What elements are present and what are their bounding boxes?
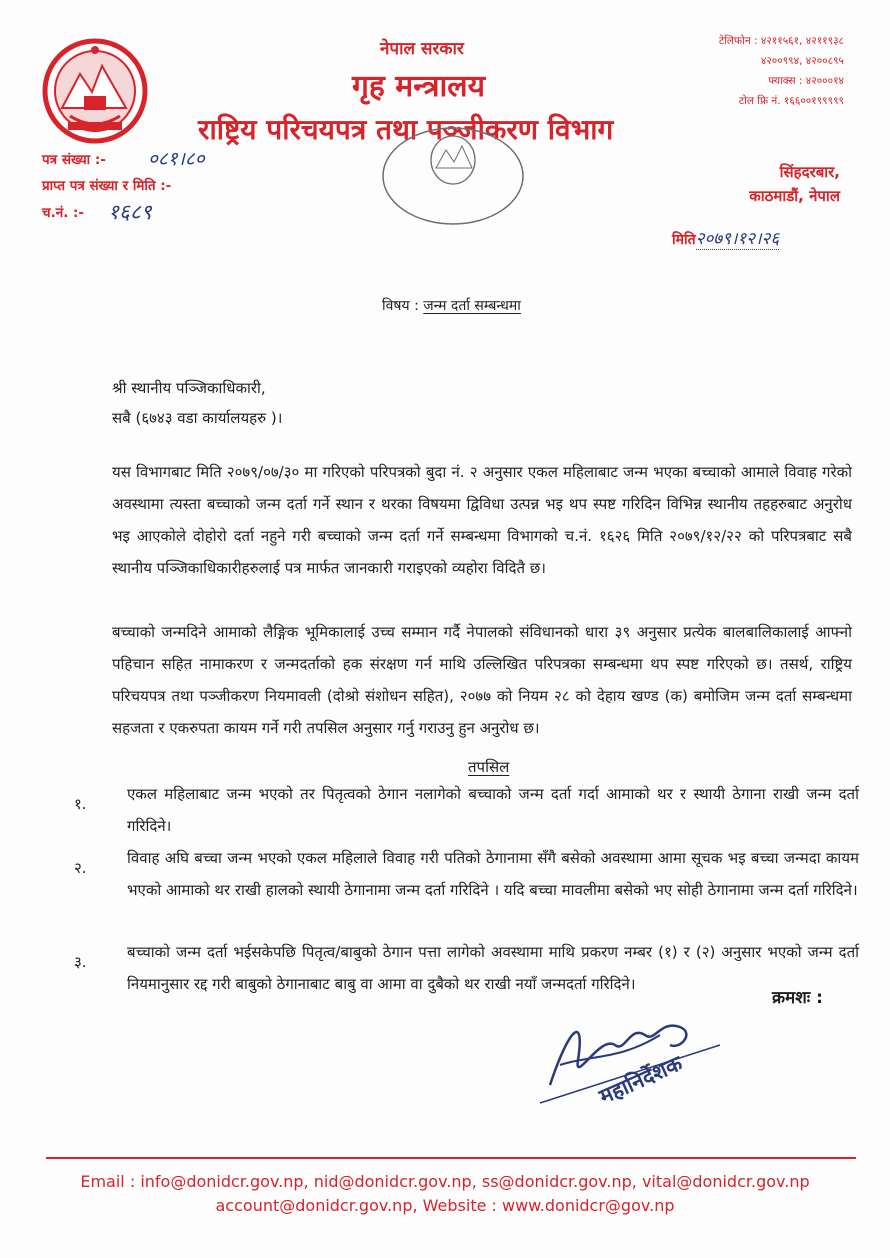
office-stamp-icon — [378, 124, 528, 228]
body-paragraph-2: बच्चाको जन्मदिने आमाको लैङ्गिक भूमिकालाई उच्च सम्मान गर्दै नेपालको संविधानको धारा ३९ अनुसार प्रत्येक बालबालिकालाई आफ्नो पहिचान सहित नामाकरण र जन्मदर्ताको हक संरक्षण गर्न माथि उल्लिखित परिपत्रका सम्बन्धमा थप स्पष्ट गरिएको छ। तसर्थ, राष्ट्रिय परिचयपत्र तथा पञ्जीकरण नियमावली (दोश्रो संशोधन सहित), २०७७ को नियम २८ को देहाय खण्ड (क) बमोजिम जन्म दर्ता सम्बन्धमा सहजता र एकरुपता कायम गर्ने गरी तपसिल अनुसार गर्नु गराउनु हुन अनुरोध छ। — [112, 623, 852, 737]
date-label: मिति — [672, 232, 696, 248]
item-number-2: २. — [74, 859, 87, 877]
dispatch-number-value: १६८९ — [108, 200, 152, 224]
continued-mark: क्रमशः : — [772, 988, 823, 1008]
footer-divider — [46, 1157, 856, 1159]
addressee-line-2: सबै (६७४३ वडा कार्यालयहरु )। — [112, 409, 283, 427]
address-line-1: सिंहदरबार, — [779, 163, 840, 181]
date-field — [672, 226, 779, 249]
item-text-3: बच्चाको जन्म दर्ता भईसकेपछि पितृत्व/बाबुको ठेगान पत्ता लागेको अवस्थामा माथि प्रकरण नम्बर (१) र (२) अनुसार भएको जन्म दर्ता नियमानुसार रद्द गरी बाबुको ठेगानाबाट बाबु वा आमा वा दुबैको थर राखी नयाँ जन्मदर्ता गरिदिने। — [127, 943, 859, 993]
signatory-title: महानिर्देशक — [595, 1051, 686, 1109]
footer-website-line: account@donidcr.gov.np, Website : www.donidcr@gov.np — [215, 1196, 675, 1215]
item-number-1: १. — [74, 795, 87, 813]
ministry-name: गृह मन्त्रालय — [352, 69, 486, 104]
department-name: राष्ट्रिय परिचयपत्र तथा पञ्जीकरण विभाग — [198, 113, 614, 146]
subject-line — [382, 296, 521, 315]
government-name: नेपाल सरकार — [380, 39, 464, 59]
telephone-line: टेलिफोन : ४२११५६१, ४२११९३८ — [718, 35, 844, 47]
telephone-line-2: ४२००९९४, ४२००८९५ — [760, 55, 844, 67]
date-value: २०७९।१२।२६ — [695, 229, 780, 249]
received-letter-label: प्राप्त पत्र संख्या र मिति :- — [42, 178, 172, 194]
subject-text: जन्म दर्ता सम्बन्धमा — [423, 298, 521, 314]
nepal-emblem-icon — [40, 36, 150, 146]
item-text-2: विवाह अघि बच्चा जन्म भएको एकल महिलाले विवाह गरी पतिको ठेगानामा सँगै बसेको अवस्थामा आमा सूचक भइ बच्चा जन्मदा कायम भएको आमाको थर राखी हालको स्थायी ठेगानामा जन्म दर्ता गरिदिने । यदि बच्चा मावलीमा बसेको भए सोही ठेगानामा जन्म दर्ता गरिदिने। — [127, 849, 859, 899]
footer-email-line: Email : info@donidcr.gov.np, nid@donidcr.gov.np, ss@donidcr.gov.np, vital@donidcr.gov.np — [80, 1172, 810, 1191]
item-text-1: एकल महिलाबाट जन्म भएको तर पितृत्वको ठेगान नलागेको बच्चाको जन्म दर्ता गर्दा आमाको थर र स्थायी ठेगाना राखी जन्म दर्ता गरिदिने। — [127, 785, 859, 835]
addressee-line-1: श्री स्थानीय पञ्जिकाधिकारी, — [112, 379, 266, 397]
item-number-3: ३. — [74, 953, 87, 971]
schedule-heading: तपसिल — [468, 758, 510, 776]
dispatch-number-label: च.नं. :- — [42, 205, 85, 221]
letter-number-label: पत्र संख्या :- — [42, 152, 106, 168]
body-paragraph-1: यस विभागबाट मिति २०७९/०७/३० मा गरिएको परिपत्रको बुदा नं. २ अनुसार एकल महिलाबाट जन्म भएका बच्चाको आमाले विवाह गरेको अवस्थामा त्यस्ता बच्चाको जन्म दर्ता गर्ने स्थान र थरका विषयमा द्विविधा उत्पन्न भइ थप स्पष्ट गरिदिन विभिन्न स्थानीय तहहरुबाट अनुरोध भइ आएकोले दोहोरो दर्ता नहुने गरी बच्चाको जन्म दर्ता गर्ने सम्बन्धमा विभागको च.नं. १६२६ मिति २०७९/१२/२२ को परिपत्रबाट सबै स्थानीय पञ्जिकाधिकारीहरुलाई पत्र मार्फत जानकारी गराइएको व्यहोरा विदितै छ। — [112, 463, 852, 577]
address-line-2: काठमाडौं, नेपाल — [749, 187, 840, 205]
subject-label: विषय : — [382, 298, 419, 314]
toll-free-line: टोल फ्रि नं. १६६००१९९९९९ — [738, 95, 844, 107]
letter-number-value: ०८१।८० — [148, 148, 205, 170]
fax-line: फ्याक्स : ४२०००१४ — [768, 75, 844, 87]
